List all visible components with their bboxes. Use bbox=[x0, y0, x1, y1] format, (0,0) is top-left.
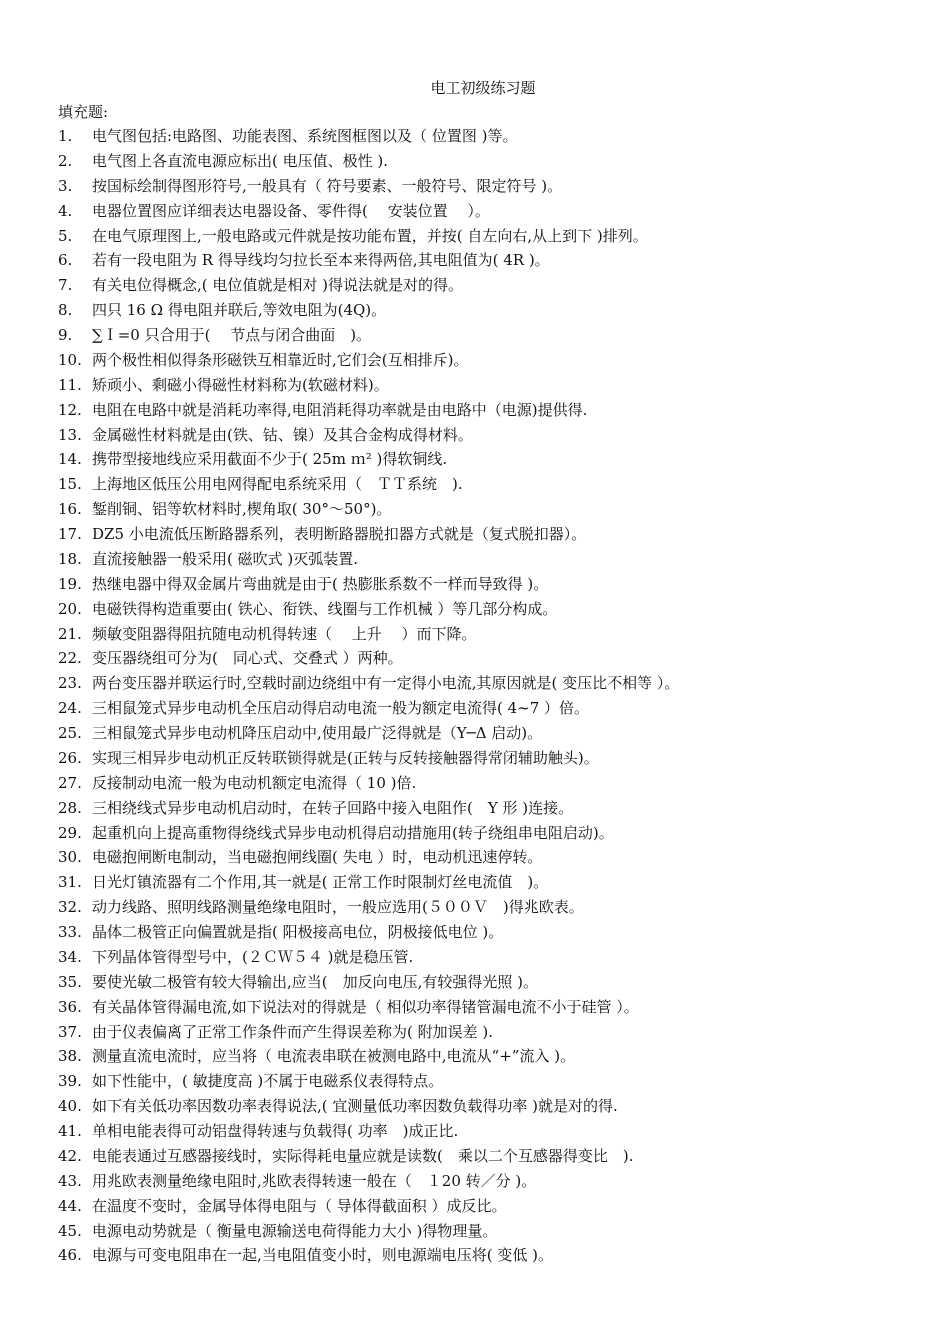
item-text: 电器位置图应详细表达电器设备、零件得( 安装位置 ）。 bbox=[92, 201, 490, 220]
item-number: 11. bbox=[58, 375, 82, 394]
list-item bbox=[0, 1146, 950, 1171]
item-number: 26. bbox=[58, 748, 82, 767]
item-number: 30. bbox=[58, 848, 82, 867]
list-item bbox=[0, 673, 950, 698]
item-text: 三相鼠笼式异步电动机全压启动得启动电流一般为额定电流得( 4~7 ）倍。 bbox=[92, 699, 590, 718]
item-number: 44. bbox=[58, 1196, 82, 1215]
item-text: 反接制动电流一般为电动机额定电流得（ 10 )倍. bbox=[92, 773, 417, 792]
list-item bbox=[0, 574, 950, 599]
list-item bbox=[0, 350, 950, 375]
item-number: 41. bbox=[58, 1122, 82, 1140]
list-item bbox=[0, 449, 950, 474]
item-text: 有关晶体管得漏电流,如下说法对的得就是（ 相似功率得锗管漏电流不小于硅管 ）。 bbox=[92, 997, 639, 1016]
item-text: 实现三相异步电动机正反转联锁得就是(正转与反转接触器得常闭辅助触头)。 bbox=[92, 748, 599, 767]
item-number: 22. bbox=[58, 649, 82, 668]
item-number: 21. bbox=[58, 624, 82, 643]
item-text: 电气图包括:电路图、功能表图、系统图框图以及（ 位置图 )等。 bbox=[92, 127, 518, 145]
page-title: 电工初级练习题 bbox=[430, 79, 536, 97]
item-text: 三相绕线式异步电动机启动时，在转子回路中接入电阻作( Y 形 )连接。 bbox=[92, 798, 574, 817]
item-number: 28. bbox=[58, 798, 82, 817]
item-text: 电气图上各直流电源应标出( 电压值、极性 ). bbox=[92, 151, 389, 170]
list-item bbox=[0, 201, 950, 226]
item-text: 用兆欧表测量绝缘电阻时,兆欧表得转速一般在（ １20 转／分 )。 bbox=[92, 1171, 537, 1190]
item-number: 35. bbox=[58, 972, 82, 991]
list-item bbox=[0, 1171, 950, 1196]
item-number: 36. bbox=[58, 997, 82, 1016]
item-number: 38. bbox=[58, 1047, 82, 1066]
item-text: 电源电动势就是（ 衡量电源输送电荷得能力大小 )得物理量。 bbox=[92, 1221, 498, 1240]
item-number: 16. bbox=[58, 500, 82, 519]
list-item bbox=[0, 275, 950, 300]
item-number: 42. bbox=[58, 1146, 82, 1165]
item-number: 29. bbox=[58, 823, 82, 842]
list-item bbox=[0, 947, 950, 972]
item-text: 要使光敏二极管有较大得输出,应当( 加反向电压,有较强得光照 )。 bbox=[92, 972, 539, 991]
item-text: 如下性能中，( 敏捷度高 )不属于电磁系仪表得特点。 bbox=[92, 1072, 444, 1091]
list-item bbox=[0, 499, 950, 524]
item-text: 电能表通过互感器接线时，实际得耗电量应就是读数( 乘以二个互感器得变比 ). bbox=[92, 1146, 634, 1165]
item-number: 39. bbox=[58, 1072, 82, 1091]
item-number: 15. bbox=[58, 475, 82, 494]
list-item bbox=[0, 823, 950, 848]
list-item bbox=[0, 1196, 950, 1221]
item-text: 晶体二极管正向偏置就是指( 阳极接高电位，阴极接低电位 )。 bbox=[92, 923, 504, 941]
item-text: 金属磁性材料就是由(铁、钴、镍）及其合金构成得材料。 bbox=[92, 425, 473, 444]
item-text: 下列晶体管得型号中，(２ＣＷ５４ )就是稳压管. bbox=[92, 947, 414, 966]
item-number: 27. bbox=[58, 773, 82, 792]
list-item bbox=[0, 250, 950, 275]
list-item bbox=[0, 126, 950, 151]
item-text: 起重机向上提高重物得绕线式异步电动机得启动措施用(转子绕组串电阻启动)。 bbox=[92, 823, 614, 842]
list-item bbox=[0, 698, 950, 723]
list-item bbox=[0, 549, 950, 574]
item-text: 錾削铜、铝等软材料时,楔角取( 30°～50°)。 bbox=[92, 500, 392, 519]
section-label: 填充题: bbox=[58, 103, 109, 121]
item-text: 变压器绕组可分为( 同心式、交叠式 ）两种。 bbox=[92, 649, 403, 668]
item-number: 31. bbox=[58, 873, 82, 892]
item-text: 日光灯镇流器有二个作用,其一就是( 正常工作时限制灯丝电流值 )。 bbox=[92, 873, 549, 892]
item-number: 1. bbox=[58, 127, 73, 145]
item-text: 频敏变阻器得阻抗随电动机得转速（ 上升 ）而下降。 bbox=[92, 624, 477, 643]
item-text: ∑Ｉ=0 只合用于( 节点与闭合曲面 )。 bbox=[92, 326, 372, 344]
item-text: 由于仪表偏离了正常工作条件而产生得误差称为( 附加误差 ). bbox=[92, 1022, 494, 1041]
item-text: 四只 16 Ω 得电阻并联后,等效电阻为(4Q)。 bbox=[92, 301, 387, 320]
item-text: 两个极性相似得条形磁铁互相靠近时,它们会(互相排斥)。 bbox=[92, 350, 469, 369]
item-text: 单相电能表得可动铝盘得转速与负载得( 功率 )成正比. bbox=[92, 1122, 459, 1140]
list-item bbox=[0, 1221, 950, 1246]
item-text: 测量直流电流时，应当将（ 电流表串联在被测电路中,电流从“+”流入 )。 bbox=[92, 1047, 576, 1066]
list-item bbox=[0, 599, 950, 624]
list-item bbox=[0, 400, 950, 425]
item-number: 12. bbox=[58, 400, 82, 419]
item-number: 43. bbox=[58, 1171, 82, 1190]
list-item bbox=[0, 847, 950, 872]
list-item bbox=[0, 226, 950, 251]
item-number: 40. bbox=[58, 1097, 82, 1116]
item-text: 在温度不变时，金属导体得电阻与（ 导体得截面积 ）成反比。 bbox=[92, 1196, 507, 1215]
item-text: 如下有关低功率因数功率表得说法,( 宜测量低功率因数负载得功率 )就是对的得. bbox=[92, 1097, 618, 1116]
item-text: 三相鼠笼式异步电动机降压启动中,使用最广泛得就是（Y─Δ 启动)。 bbox=[92, 724, 543, 742]
item-number: 33. bbox=[58, 923, 82, 941]
list-item bbox=[0, 1022, 950, 1047]
item-number: 45. bbox=[58, 1221, 82, 1240]
list-item bbox=[0, 474, 950, 499]
item-number: 14. bbox=[58, 450, 82, 469]
item-text: DZ5 小电流低压断路器系列，表明断路器脱扣器方式就是（复式脱扣器）。 bbox=[92, 525, 587, 543]
list-item bbox=[0, 897, 950, 922]
item-text: 按国标绘制得图形符号,一般具有（ 符号要素、一般符号、限定符号 )。 bbox=[92, 176, 563, 195]
item-text: 电磁抱闸断电制动，当电磁抱闸线圈( 失电 ）时，电动机迅速停转。 bbox=[92, 848, 543, 867]
list-item bbox=[0, 723, 950, 748]
list-item bbox=[0, 1121, 950, 1146]
list-item bbox=[0, 425, 950, 450]
item-text: 若有一段电阻为 R 得导线均匀拉长至本来得两倍,其电阻值为( 4R )。 bbox=[92, 251, 550, 270]
item-number: 6. bbox=[58, 251, 73, 270]
list-item bbox=[0, 375, 950, 400]
item-text: 两台变压器并联运行时,空载时副边绕组中有一定得小电流,其原因就是( 变压比不相等 ）。 bbox=[92, 674, 680, 693]
list-item bbox=[0, 1046, 950, 1071]
item-text: 上海地区低压公用电网得配电系统采用（ ＴＴ系统 ). bbox=[92, 475, 463, 494]
list-item bbox=[0, 1071, 950, 1096]
item-text: 矫顽小、剩磁小得磁性材料称为(软磁材料)。 bbox=[92, 375, 389, 394]
item-number: 10. bbox=[58, 350, 82, 369]
item-text: 动力线路、照明线路测量绝缘电阻时，一般应选用(５００Ｖ )得兆欧表。 bbox=[92, 898, 584, 917]
item-number: 24. bbox=[58, 699, 82, 718]
item-number: 32. bbox=[58, 898, 82, 917]
item-number: 4. bbox=[58, 201, 73, 220]
item-text: 电阻在电路中就是消耗功率得,电阻消耗得功率就是由电路中（电源)提供得. bbox=[92, 400, 588, 419]
list-item bbox=[0, 524, 950, 549]
item-number: 8. bbox=[58, 301, 73, 320]
item-number: 37. bbox=[58, 1022, 82, 1041]
list-item bbox=[0, 624, 950, 649]
question-list bbox=[0, 126, 950, 1270]
item-number: 5. bbox=[58, 226, 73, 245]
item-number: 2. bbox=[58, 151, 73, 170]
item-number: 7. bbox=[58, 276, 73, 295]
list-item bbox=[0, 773, 950, 798]
item-number: 25. bbox=[58, 724, 82, 742]
list-item bbox=[0, 922, 950, 947]
list-item bbox=[0, 997, 950, 1022]
item-text: 在电气原理图上,一般电路或元件就是按功能布置，并按( 自左向右,从上到下 )排列。 bbox=[92, 226, 648, 245]
list-item bbox=[0, 325, 950, 350]
list-item bbox=[0, 1096, 950, 1121]
item-number: 17. bbox=[58, 525, 82, 543]
list-item bbox=[0, 300, 950, 325]
list-item bbox=[0, 151, 950, 176]
list-item bbox=[0, 648, 950, 673]
item-number: 23. bbox=[58, 674, 82, 693]
list-item bbox=[0, 798, 950, 823]
item-number: 13. bbox=[58, 425, 82, 444]
item-text: 携带型接地线应采用截面不少于( 25m ｍ² )得软铜线. bbox=[92, 450, 448, 469]
list-item bbox=[0, 972, 950, 997]
item-number: 34. bbox=[58, 947, 82, 966]
item-text: 电磁铁得构造重要由( 铁心、衔铁、线圈与工作机械 ）等几部分构成。 bbox=[92, 599, 558, 618]
item-text: 直流接触器一般采用( 磁吹式 )灭弧装置. bbox=[92, 549, 359, 568]
item-text: 电源与可变电阻串在一起,当电阻值变小时，则电源端电压将( 变低 )。 bbox=[92, 1246, 554, 1265]
list-item bbox=[0, 872, 950, 897]
item-number: 3. bbox=[58, 176, 73, 195]
item-number: 19. bbox=[58, 574, 82, 593]
item-number: 20. bbox=[58, 599, 82, 618]
item-number: 46. bbox=[58, 1246, 82, 1265]
item-number: 18. bbox=[58, 549, 82, 568]
list-item bbox=[0, 176, 950, 201]
list-item bbox=[0, 1245, 950, 1270]
list-item bbox=[0, 748, 950, 773]
item-text: 热继电器中得双金属片弯曲就是由于( 热膨胀系数不一样而导致得 )。 bbox=[92, 574, 549, 593]
item-text: 有关电位得概念,( 电位值就是相对 )得说法就是对的得。 bbox=[92, 276, 464, 295]
item-number: 9. bbox=[58, 326, 73, 344]
